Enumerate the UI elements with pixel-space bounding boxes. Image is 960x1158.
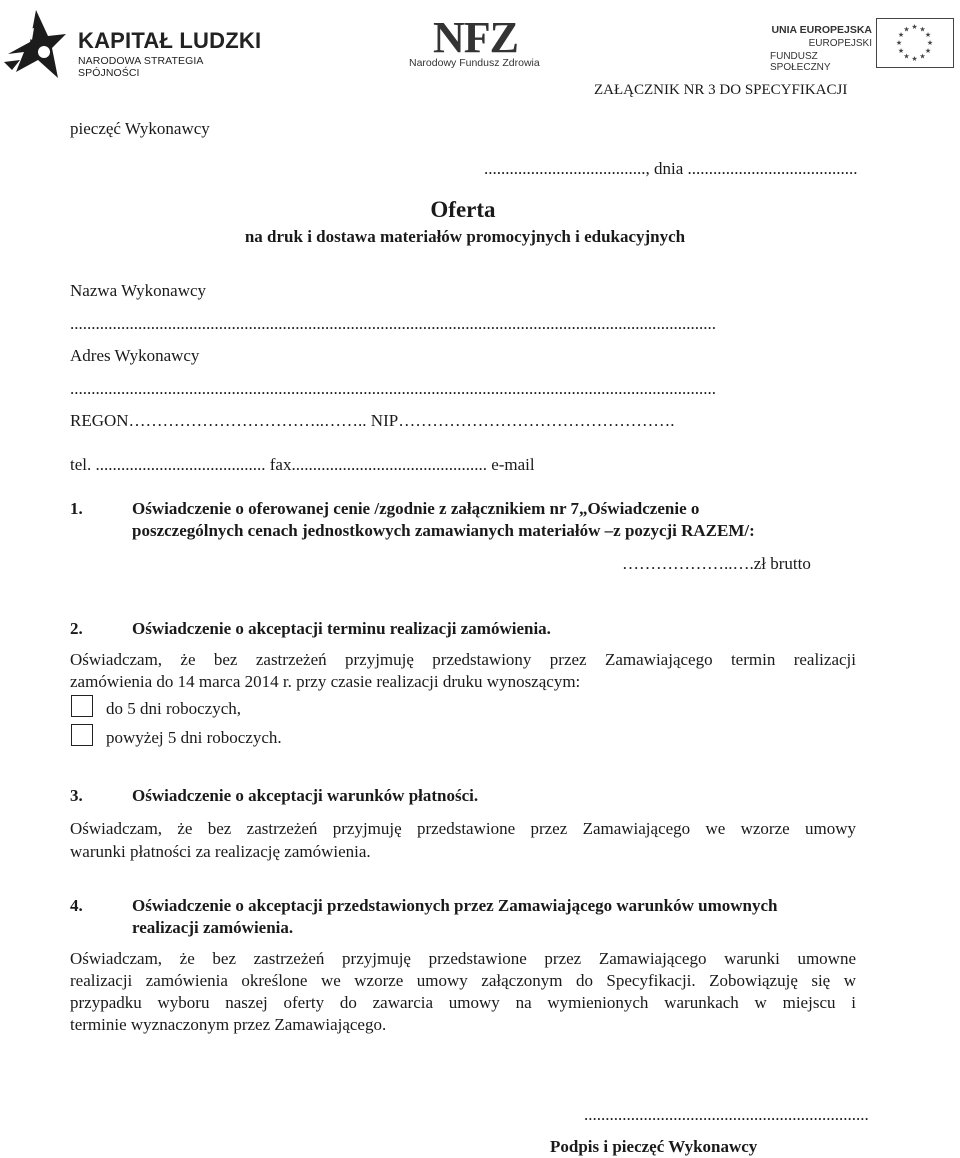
eu-line-2: EUROPEJSKI bbox=[808, 38, 872, 49]
eu-line-1: UNIA EUROPEJSKA bbox=[771, 24, 872, 36]
section-2-line-1: Oświadczam, że bez zastrzeżeń przyjmuję przedstawiony przez Zamawiającego termin realizacji bbox=[70, 650, 856, 669]
nfz-mark: NFZ bbox=[433, 13, 518, 62]
section-4-heading-2: realizacji zamówienia. bbox=[132, 918, 294, 937]
svg-text:★: ★ bbox=[924, 47, 932, 55]
section-4-number: 4. bbox=[70, 896, 83, 915]
section-1-number: 1. bbox=[70, 499, 83, 518]
svg-text:★: ★ bbox=[897, 31, 905, 39]
date-line: ......................................, dnia ........................................ bbox=[484, 159, 858, 178]
section-3-line-2: warunki płatności za realizację zamówienia. bbox=[70, 842, 371, 861]
section-2-number: 2. bbox=[70, 619, 83, 638]
section-1-line-2: poszczególnych cenach jednostkowych zamawianych materiałów –z pozycji RAZEM/: bbox=[132, 521, 755, 540]
svg-text:★: ★ bbox=[924, 31, 932, 39]
section-4-line-1: Oświadczam, że bez zastrzeżeń przyjmuję przedstawione przez Zamawiającego warunki umowne bbox=[70, 949, 856, 968]
kapital-ludzki-logo bbox=[2, 2, 262, 82]
eu-logo bbox=[770, 14, 960, 72]
contact-line[interactable]: tel. ........................................ fax.............................................. e-mail bbox=[70, 455, 535, 474]
option-5-days-checkbox[interactable] bbox=[71, 695, 93, 717]
svg-text:★: ★ bbox=[911, 55, 918, 63]
eu-line-3: FUNDUSZ SPOŁECZNY bbox=[770, 51, 831, 73]
svg-text:★: ★ bbox=[911, 23, 918, 31]
section-4-line-2: realizacji zamówienia określone we wzorze umowy załączonym do Specyfikacji. Zobowiązuję się w bbox=[70, 971, 856, 990]
section-4-line-4: terminie wyznaczonym przez Zamawiającego. bbox=[70, 1015, 387, 1034]
name-field[interactable]: ........................................................................................................................................................ bbox=[70, 314, 716, 333]
address-field[interactable]: ........................................................................................................................................................ bbox=[70, 379, 716, 398]
nfz-subtitle: Narodowy Fundusz Zdrowia bbox=[409, 57, 540, 69]
page-title: Oferta bbox=[430, 197, 496, 222]
kapital-ludzki-title: KAPITAŁ LUDZKI bbox=[78, 28, 262, 53]
signature-field[interactable]: ................................................................... bbox=[584, 1105, 869, 1124]
section-4-heading-1: Oświadczenie o akceptacji przedstawionych przez Zamawiającego warunków umownych bbox=[132, 896, 778, 915]
section-4-line-3: przypadku wyboru naszej oferty do zawarcia umowy na wymienionych warunkach w miejscu i bbox=[70, 993, 856, 1012]
stamp-label: pieczęć Wykonawcy bbox=[70, 119, 210, 138]
svg-text:★: ★ bbox=[895, 39, 903, 47]
option-over-5-days-checkbox[interactable] bbox=[71, 724, 93, 746]
svg-text:★: ★ bbox=[897, 47, 905, 55]
section-1-line-1: Oświadczenie o oferowanej cenie /zgodnie z załącznikiem nr 7„Oświadczenie o bbox=[132, 499, 700, 518]
nfz-logo bbox=[405, 12, 555, 72]
eu-flag-icon bbox=[876, 18, 954, 68]
section-3-line-1: Oświadczam, że bez zastrzeżeń przyjmuję przedstawione przez Zamawiającego we wzorze umowy bbox=[70, 819, 856, 838]
page-subtitle: na druk i dostawa materiałów promocyjnych i edukacyjnych bbox=[244, 227, 686, 246]
annex-label: ZAŁĄCZNIK NR 3 DO SPECYFIKACJI bbox=[594, 82, 848, 98]
kapital-ludzki-subtitle: NARODOWA STRATEGIA SPÓJNOŚCI bbox=[78, 55, 203, 79]
section-2-line-2: zamówienia do 14 marca 2014 r. przy czasie realizacji druku wynoszącym: bbox=[70, 672, 581, 691]
svg-text:★: ★ bbox=[926, 39, 934, 47]
signature-label: Podpis i pieczęć Wykonawcy bbox=[550, 1137, 758, 1156]
svg-text:★: ★ bbox=[903, 52, 910, 61]
address-label: Adres Wykonawcy bbox=[70, 346, 200, 365]
svg-text:★: ★ bbox=[919, 52, 926, 61]
regon-nip-line[interactable]: REGON……………………………..…….. NIP…………………………………………. bbox=[70, 411, 675, 430]
kapital-ludzki-emblem-icon bbox=[2, 2, 72, 82]
section-3-number: 3. bbox=[70, 786, 83, 805]
price-field[interactable]: ………………..….zł brutto bbox=[622, 554, 811, 573]
option-5-days-label: do 5 dni roboczych, bbox=[106, 699, 242, 718]
option-over-5-days-label: powyżej 5 dni roboczych. bbox=[106, 728, 282, 747]
name-label: Nazwa Wykonawcy bbox=[70, 281, 207, 300]
svg-text:★: ★ bbox=[903, 25, 910, 34]
section-3-heading: Oświadczenie o akceptacji warunków płatności. bbox=[132, 786, 479, 805]
section-2-heading: Oświadczenie o akceptacji terminu realizacji zamówienia. bbox=[132, 619, 551, 638]
svg-text:★: ★ bbox=[919, 25, 926, 34]
